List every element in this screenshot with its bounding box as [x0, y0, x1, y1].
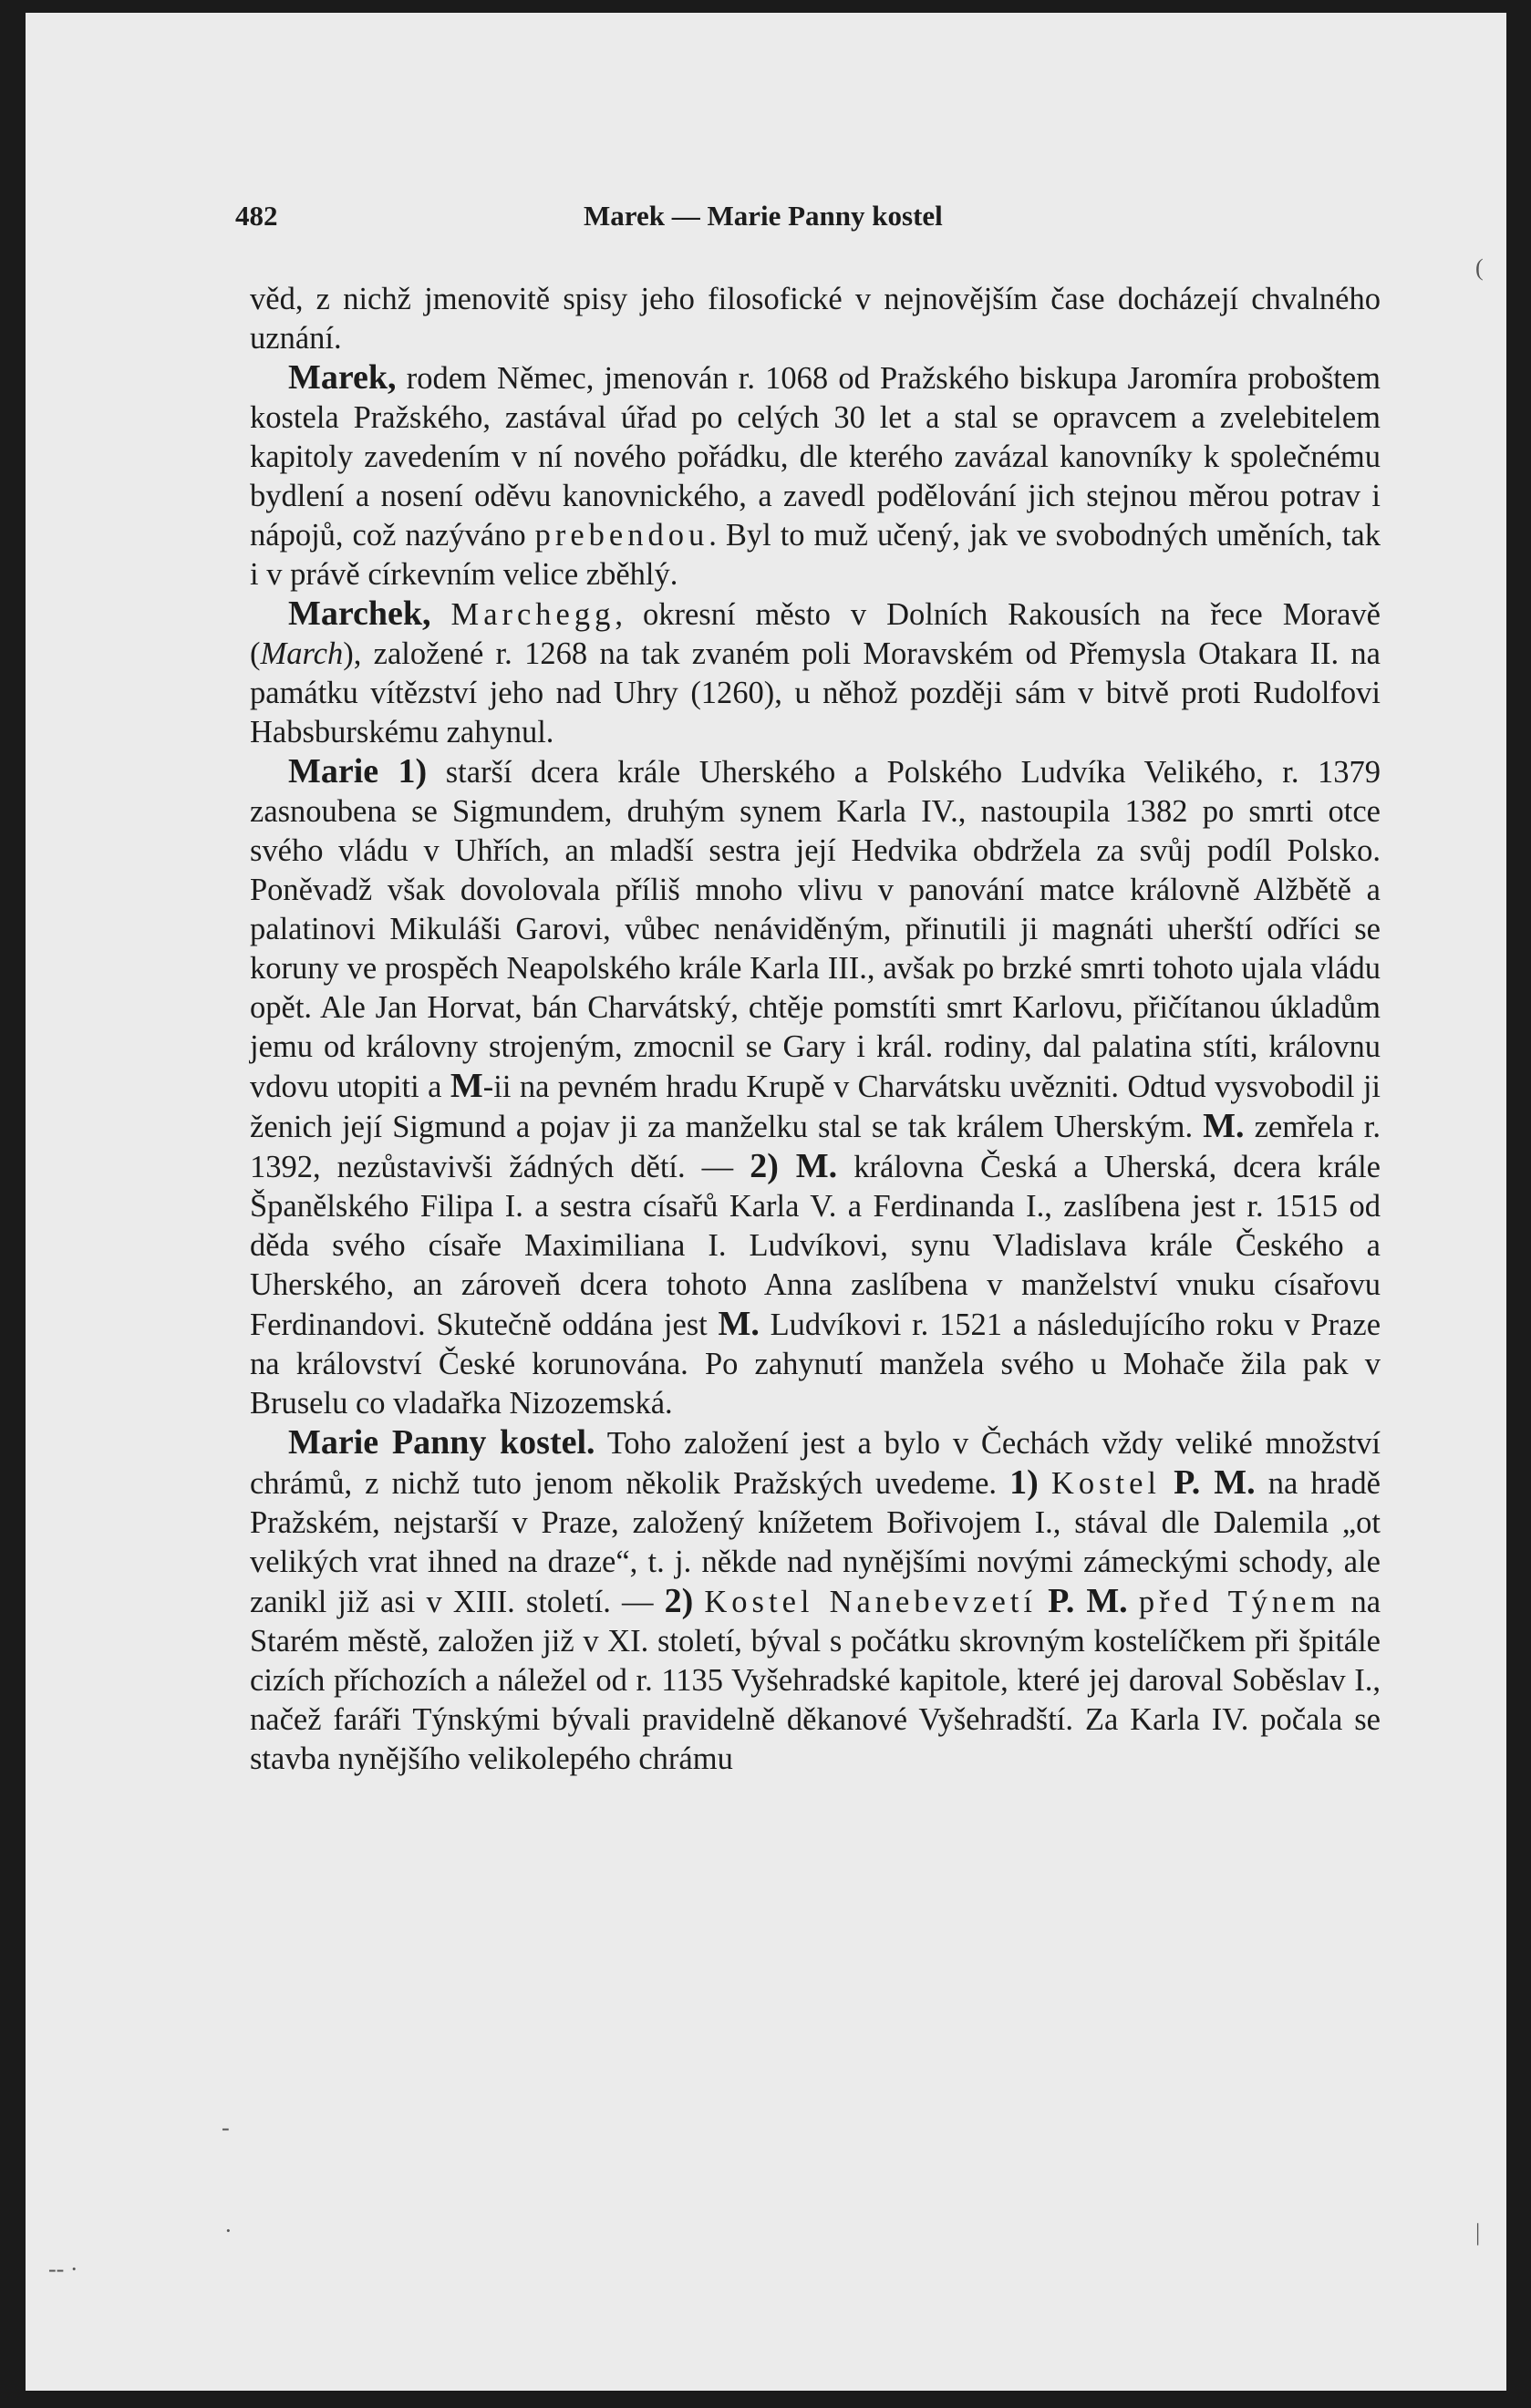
speck-mark: -- · [48, 2256, 78, 2282]
headword: Marchek, [288, 594, 431, 633]
speck-mark: · [224, 2217, 233, 2244]
entry-marie-panny-kostel: Marie Panny kostel. Toho založení jest a bylo v Čechách vždy veliké množství chrámů, z nichž tuto jenom několik Pražských uvedeme. 1) Kostel P. M. na hradě Pražském, nejstarší v Praze, založený knížetem Bořivojem I., stával dle Dalemila „ot velikých vrat ihned na draze“, t. j. někde nad nynějšími novými zámeckými schody, ale zanikl již asi v XIII. století. — 2) Kostel Nanebevzetí P. M. před Týnem na Starém městě, založen již v XI. století, býval s počátku skrovným kostelíčkem při špitále cizích příchozích a náležel od r. 1135 Vyšehradské kapitole, které jej daroval Soběslav I., načež faráři Týnskými bývali pravidelně děkanové Vyšehradští. Za Karla IV. počala se stavba nynějšího velikolepého chrámu [250, 1423, 1381, 1776]
headword: Marek, [288, 358, 397, 397]
headword: Marie Panny kostel. [288, 1423, 595, 1462]
italic-term: March [260, 636, 344, 671]
running-title: Marek — Marie Panny kostel [584, 200, 943, 232]
speck-mark: - [222, 2114, 230, 2141]
page [26, 13, 1506, 2391]
intro-paragraph: věd, z nichž jmenovitě spisy jeho filosofické v nejnovějším čase docházejí chvalného uznání. [250, 282, 1381, 356]
entry-marchek: Marchek, Marchegg, okresní město v Dolních Rakousích na řece Moravě (March), založené r. 1268 na tak zvaném poli Moravském od Přemysla Otakara II. na památku vítězství jeho nad Uhry (1260), u něhož později sám v bitvě proti Rudolfovi Habsburskému zahynul. [250, 594, 1381, 749]
page-header [26, 200, 1506, 236]
entry-marie: Marie 1) starší dcera krále Uherského a Polského Ludvíka Velikého, r. 1379 zasnoubena se Sigmundem, druhým synem Karla IV., nastoupila 1382 po smrti otce svého vládu v Uhřích, an mladší sestra její Hedvika obdržela za svůj podíl Polsko. Poněvadž však dovolovala příliš mnoho vlivu v panování matce královně Alžbětě a palatinovi Mikuláši Garovi, vůbec nenáviděným, přinutili ji magnáti uherští odříci se koruny ve prospěch Neapolského krále Karla III., avšak po brzké smrti tohoto ujala vládu opět. Ale Jan Horvat, bán Charvátský, chtěje pomstíti smrt Karlovu, přičítanou úkladům jemu od královny strojeným, zmocnil se Gary i král. rodiny, dal palatina stíti, královnu vdovu utopiti a M-ii na pevném hradu Krupě v Charvátsku uvězniti. Odtud vysvobodil ji ženich její Sigmund a pojav ji za manželku stal se tak králem Uherským. M. zemřela r. 1392, nezůstavivši žádných dětí. — 2) M. královna Česká a Uherská, dcera krále Španělského Filipa I. a sestra císařů Karla V. a Ferdinanda I., zaslíbena jest r. 1515 od děda svého císaře Maximiliana I. Ludvíkovi, synu Vladislava krále Českého a Uherského, an zároveň dcera tohoto Anna zaslíbena v manželství vnuku císařovu Ferdinandovi. Skutečně oddána jest M. Ludvíkovi r. 1521 a následujícího roku v Praze na království České korunována. Po zahynutí manžela svého u Mohače žila pak v Bruselu co vladařka Nizozemská. [250, 752, 1381, 1421]
margin-mark: | [1475, 2219, 1481, 2246]
headword: Marie 1) [288, 752, 428, 791]
spaced-term: prebendou [534, 518, 709, 553]
entry-marek: Marek, rodem Němec, jmenován r. 1068 od Pražského biskupa Jaromíra proboštem kostela Pražského, zastával úřad po celých 30 let a stal se opravcem a zvelebitelem kapitoly zavedením v ní nového pořádku, dle kterého zavázal kanovníky k společnému bydlení a nosení oděvu kanovnického, a zavedl podělování jich stejnou měrou potrav i nápojů, což nazýváno prebendou. Byl to muž učený, jak ve svobodných uměních, tak i v právě církevním velice zběhlý. [250, 358, 1381, 592]
margin-mark: ( [1475, 254, 1484, 281]
spaced-term: Marchegg [450, 597, 616, 632]
body-text [250, 280, 1381, 1779]
page-number: 482 [235, 200, 278, 232]
